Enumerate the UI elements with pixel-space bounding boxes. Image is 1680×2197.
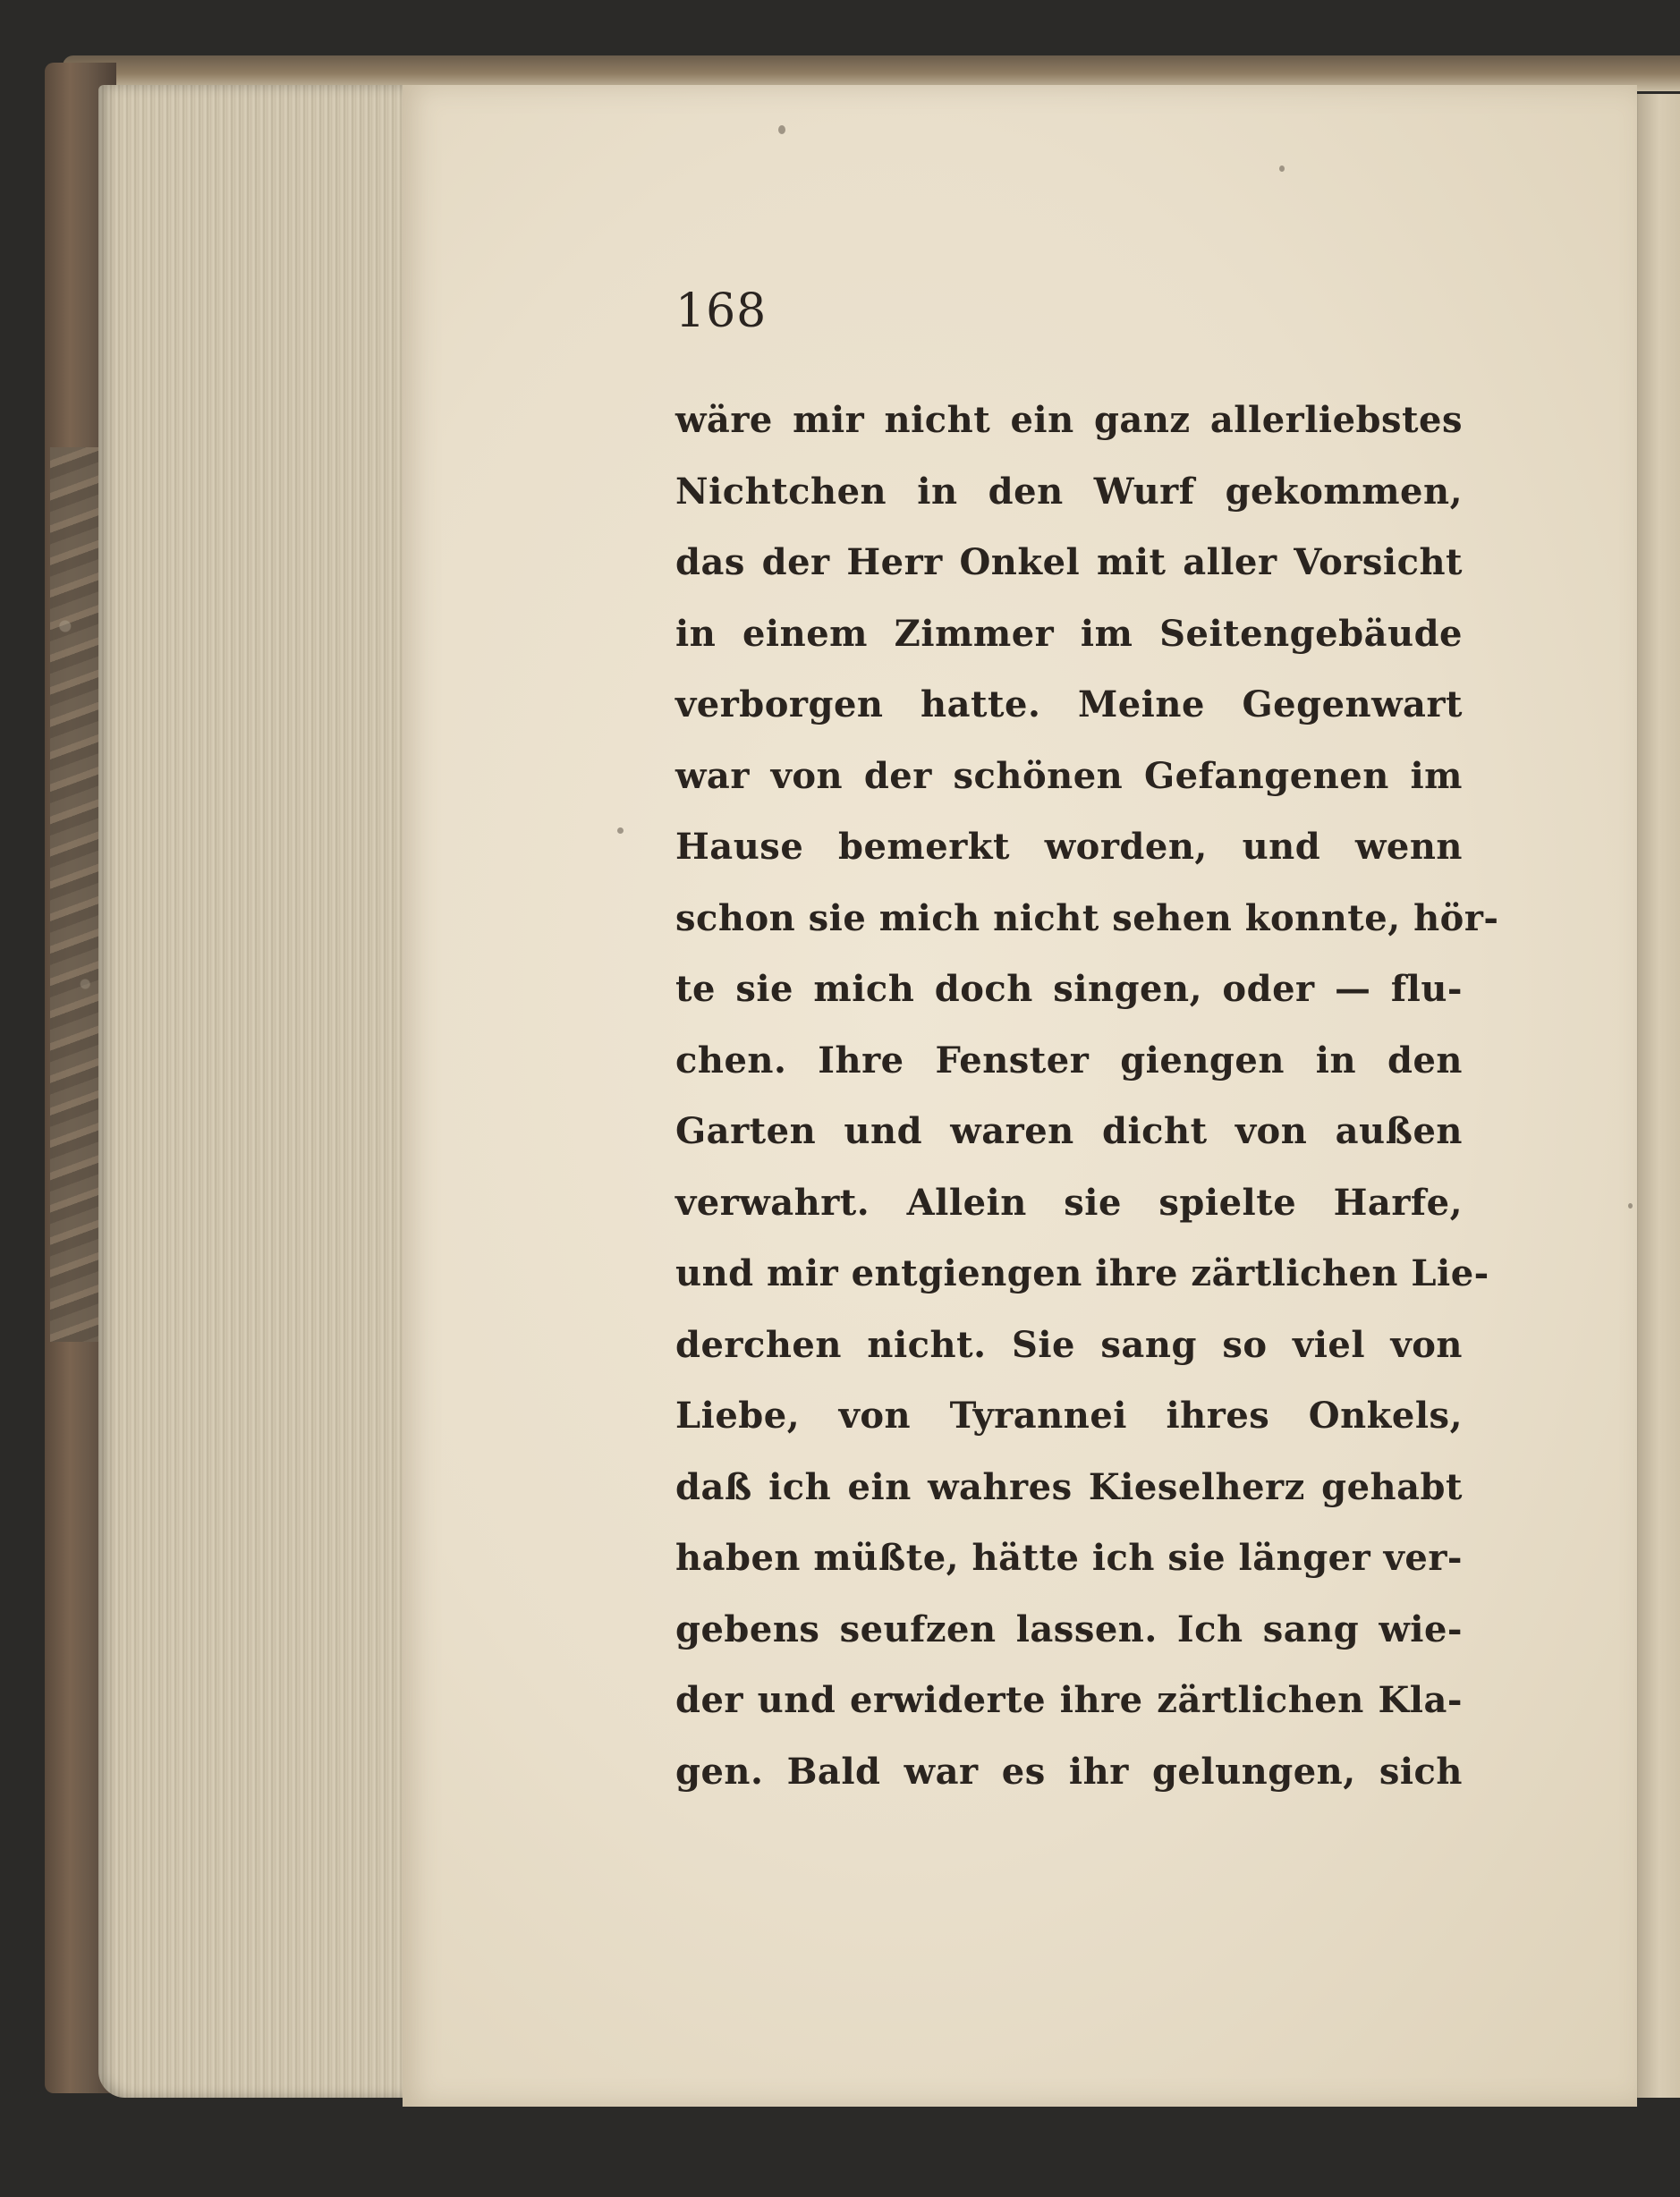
marbled-cover-pattern (50, 447, 100, 1342)
page-number: 168 (675, 284, 768, 338)
text-line: Hause bemerkt worden, und wenn (675, 826, 1463, 868)
paper-speck (1628, 1203, 1633, 1209)
text-line: das der Herr Onkel mit aller Vorsicht (675, 541, 1463, 583)
text-line: der und erwiderte ihre zärtlichen Kla- (675, 1679, 1463, 1721)
text-line: daß ich ein wahres Kieselherz gehabt (675, 1465, 1463, 1508)
text-line: te sie mich doch singen, oder — flu- (675, 968, 1463, 1010)
text-line: Garten und waren dicht von außen (675, 1110, 1463, 1152)
text-line: und mir entgiengen ihre zärtlichen Lie- (675, 1252, 1489, 1294)
text-line: gen. Bald war es ihr gelungen, sich (675, 1750, 1463, 1793)
page-edges-stack (98, 85, 407, 2098)
body-text (675, 385, 1499, 1807)
text-line: verborgen hatte. Meine Gegenwart (675, 683, 1463, 725)
text-line: Nichtchen in den Wurf gekommen, (675, 470, 1463, 513)
text-line: in einem Zimmer im Seitengebäude (675, 612, 1463, 655)
paper-speck (617, 827, 624, 834)
text-line: schon sie mich nicht sehen konnte, hör- (675, 896, 1499, 939)
text-line: wäre mir nicht ein ganz allerliebstes (675, 399, 1463, 441)
text-line: Liebe, von Tyrannei ihres Onkels, (675, 1395, 1463, 1437)
text-line: haben müßte, hätte ich sie länger ver- (675, 1537, 1463, 1579)
text-line: war von der schönen Gefangenen im (675, 754, 1463, 797)
text-line: gebens seufzen lassen. Ich sang wie- (675, 1607, 1463, 1650)
paper-speck (1279, 165, 1285, 172)
text-line: chen. Ihre Fenster giengen in den (675, 1039, 1463, 1082)
text-line: verwahrt. Allein sie spielte Harfe, (675, 1181, 1463, 1224)
text-line: derchen nicht. Sie sang so viel von (675, 1323, 1463, 1366)
paper-speck (778, 125, 785, 134)
